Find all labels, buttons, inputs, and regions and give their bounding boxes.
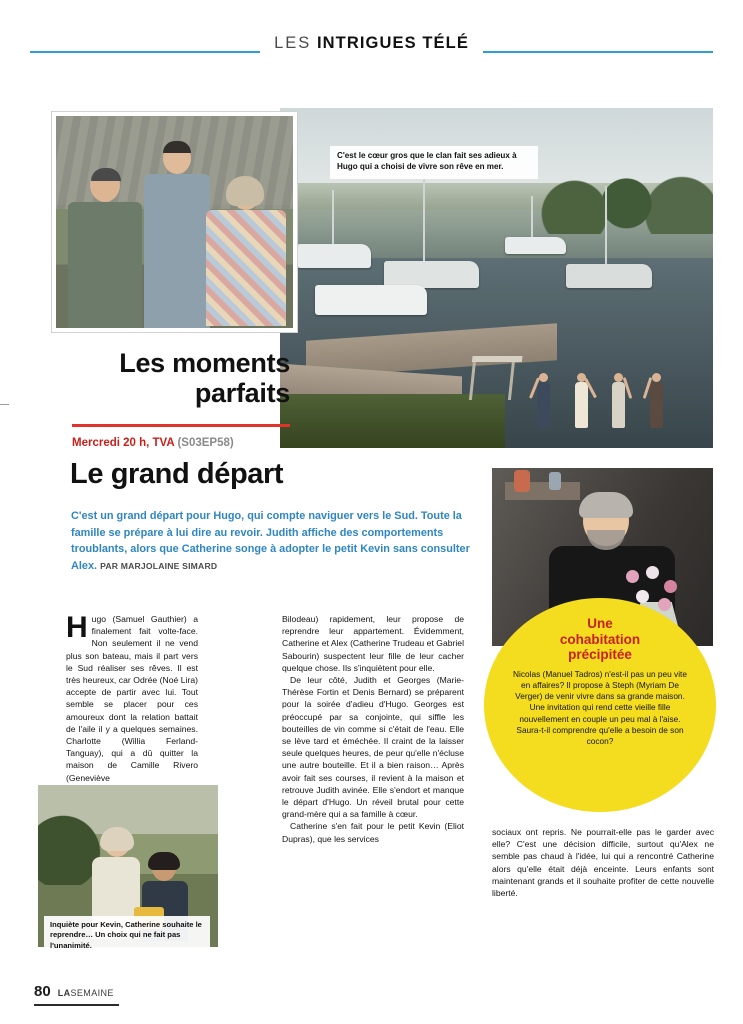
easel xyxy=(468,360,514,400)
person xyxy=(650,373,663,428)
article-standfirst xyxy=(71,508,481,574)
page-number: 80 xyxy=(34,983,51,1000)
magazine-name xyxy=(58,988,114,1000)
vase xyxy=(514,470,530,492)
section-title xyxy=(260,34,483,53)
paragraph: sociaux ont repris. Ne pourrait-elle pas le garder avec elle? C'est une décision difficile, surtout qu'Alex ne semble pas chaud à l'idée, lui qui a rencontré Catherine alors qu'elle était déjà enceinte. Leurs enfants sont maintenant grands et il souhaite profiter de cette nouvelle liberté. xyxy=(492,827,714,899)
episode-code: (S03EP58) xyxy=(177,437,234,449)
photo-trees xyxy=(540,166,713,234)
section-title-dark: INTRIGUES TÉLÉ xyxy=(316,34,469,52)
page-header xyxy=(0,34,743,68)
paragraph: De leur côté, Judith et Georges (Marie-Thérèse Fortin et Denis Bernard) se préparent pour la soirée d'adieu d'Hugo. Georges est préoccupé par sa conjointe, qui siffle les bouteilles de vin comme si c'était de l'eau. Elle se lève tard et éméchée. Il craint de la laisser seule quelques heures, de peur qu'elle n'écluse une autre bouteille. Et il a bien raison… Après avoir fait ses courses, il revient à la maison et retrouve Judith avinée. Elle s'endort et manque le départ d'Hugo. Un réveil brutal pour cette grand-mère qui a sa famille à cœur. xyxy=(282,675,464,820)
standfirst-text: C'est un grand départ pour Hugo, qui compte naviguer vers le Sud. Toute la famille se prépare à lui dire au revoir. Judith affiche des comportements troublants, alors que Catherine songe à adopter le petit Kevin sans consulter Alex. xyxy=(71,510,470,572)
family-photo xyxy=(52,112,297,332)
airdate xyxy=(72,437,234,449)
magazine-name-main: SEMAINE xyxy=(70,988,114,998)
sidebar-callout xyxy=(484,598,716,812)
boat xyxy=(297,244,371,268)
person xyxy=(537,373,550,428)
kevin-photo-caption: Inquiète pour Kevin, Catherine souhaite le reprendre… Un choix qui ne fait pas l'unanimité. xyxy=(44,916,210,956)
show-title-line2: parfaits xyxy=(194,378,290,409)
person-mother xyxy=(206,178,286,328)
header-title-wrap xyxy=(0,34,743,53)
section-title-light: LES xyxy=(274,34,312,52)
sidebar-title-line3: précipitée xyxy=(568,647,632,663)
body-column-2 xyxy=(282,613,464,845)
boat-mast xyxy=(423,176,425,264)
sidebar-title-line1: Une xyxy=(587,616,613,631)
photo-grass xyxy=(280,394,505,448)
person-son xyxy=(144,142,210,328)
title-underline xyxy=(72,424,290,427)
page-footer xyxy=(34,983,114,1000)
article-headline: Le grand départ xyxy=(70,458,284,490)
paragraph: Bilodeau) rapidement, leur propose de reprendre leur appartement. Évidemment, Catherine et Alex (Catherine Trudeau et Gabriel Sabourin) suspectent leur fille de leur cacher quelque chose. Ils s'inquiètent pour elle. xyxy=(282,614,464,673)
drop-cap: H xyxy=(66,611,88,644)
paragraph-text: ugo (Samuel Gauthier) a finalement fait volte-face. Non seulement il ne vend plus son bateau, mais il part vers le Sud réaliser ses rêves. Il est très heureux, car Odrée (Noé Lira) accepte de partir avec lui. Tout semble se placer pour ces amoureux dont la relation battait de l'aile il y a quelques semaines. Charlotte (Willia Ferland-Tanguay), qui a dû quitter la maison de Camille Rivero (Geneviève xyxy=(66,614,198,783)
boat-mast xyxy=(332,190,334,248)
crop-mark xyxy=(0,404,9,405)
paragraph: Catherine s'en fait pour le petit Kevin (Eliot Dupras), que les services xyxy=(282,821,464,844)
person xyxy=(612,373,625,428)
person xyxy=(575,373,588,428)
show-title-line1: Les moments xyxy=(119,348,290,378)
body-column-1 xyxy=(66,613,198,784)
marina-photo-caption: C'est le cœur gros que le clan fait ses adieux à Hugo qui a choisi de vivre son rêve en mer. xyxy=(330,146,538,179)
body-column-3 xyxy=(492,826,714,899)
footer-divider xyxy=(34,1004,119,1006)
sidebar-body: Nicolas (Manuel Tadros) n'est-il pas un peu vite en affaires? Il propose à Steph (Myriam De Verger) de venir vivre dans sa grande maison. Une invitation qui rend cette vieille fille nouvellement en couple un peu mal à l'aise. Saura-t-il comprendre qu'elle a besoin de son cocon? xyxy=(513,668,687,747)
boat xyxy=(505,237,566,254)
person-hugo-father xyxy=(68,168,142,328)
sidebar-title xyxy=(510,616,690,663)
paragraph xyxy=(66,613,198,784)
airdate-text: Mercredi 20 h, TVA xyxy=(72,437,175,449)
article-byline: PAR MARJOLAINE SIMARD xyxy=(100,560,218,571)
magazine-name-prefix: LA xyxy=(57,988,71,998)
boat xyxy=(315,285,428,316)
waving-group xyxy=(531,285,687,428)
boat-mast xyxy=(531,196,533,240)
sidebar-title-line2: cohabitation xyxy=(559,631,641,647)
vase xyxy=(549,472,561,490)
show-title xyxy=(80,348,290,408)
boat-mast xyxy=(605,186,607,268)
